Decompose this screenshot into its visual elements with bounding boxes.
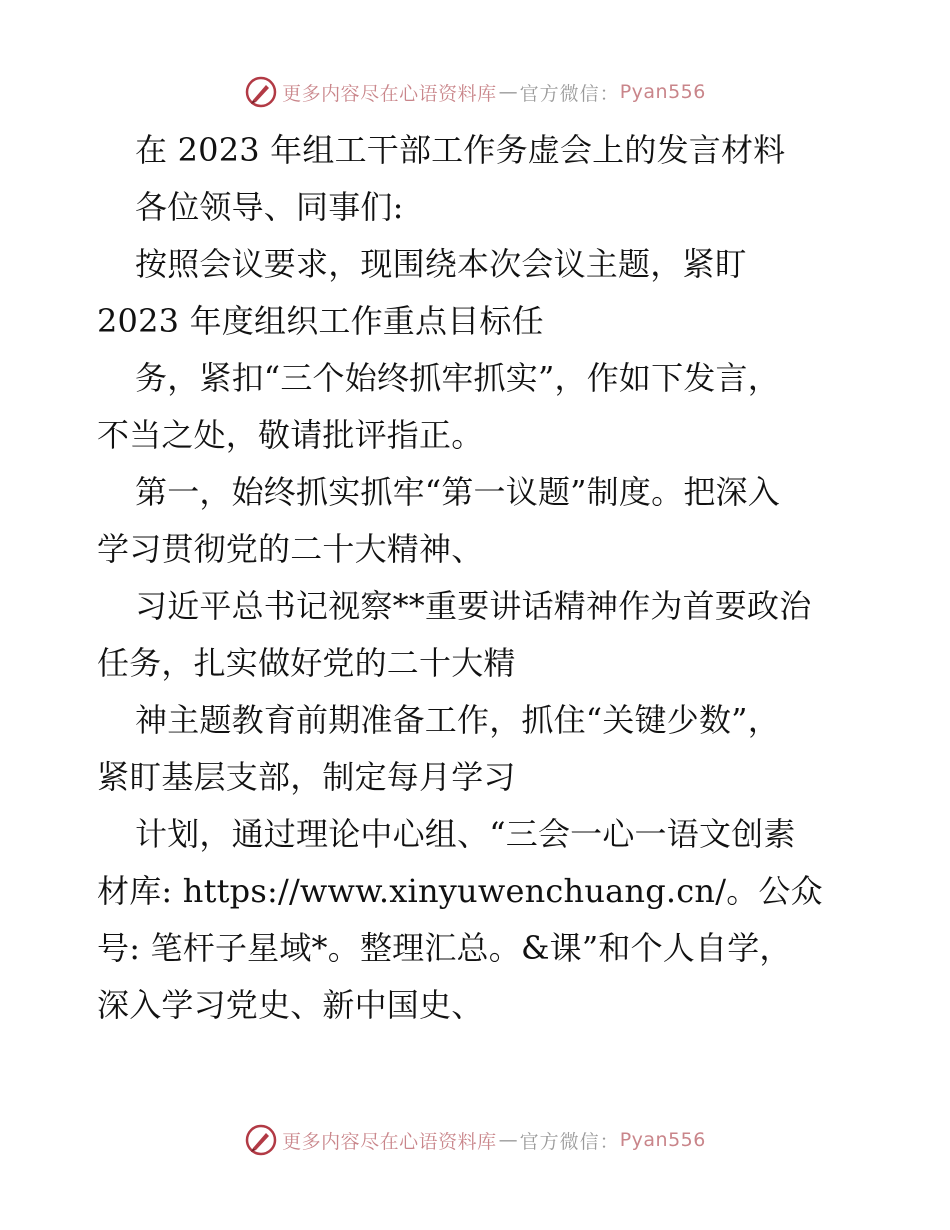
watermark-id-text: Pyan556 [619,1129,706,1151]
paragraph-line: 号: 笔杆子星域*。整理汇总。&课”和个人自学， [97,929,792,967]
pen-logo-icon [244,75,278,109]
paragraph-line: 材库: https://www.xinyuwenchuang.cn/。公众 [97,872,823,910]
pen-logo-icon [244,1123,278,1157]
watermark-sub-text: 官方微信： [519,1130,620,1153]
paragraph-line: 神主题教育前期准备工作，抓住“关键少数”， [135,701,780,739]
paragraph-line: 学习贯彻党的二十大精神、 [97,530,484,568]
header-watermark [0,72,950,112]
paragraph-line: 不当之处，敬请批评指正。 [97,416,484,454]
watermark-sub-text: 官方微信： [519,82,620,105]
watermark-main-text: 更多内容尽在心语资料库 [282,1130,497,1153]
paragraph-line: 第一，始终抓实抓牢“第一议题”制度。把深入 [135,473,780,511]
footer-watermark [0,1120,950,1160]
watermark-id-text: Pyan556 [619,81,706,103]
paragraph-line: 计划，通过理论中心组、“三会一心一语文创素 [135,815,796,853]
watermark-main-text: 更多内容尽在心语资料库 [282,82,497,105]
paragraph-line: 深入学习党史、新中国史、 [97,986,484,1024]
paragraph-line: 2023 年度组织工作重点目标任 [97,302,544,340]
watermark-dash: — [498,1129,518,1151]
paragraph-line: 按照会议要求，现围绕本次会议主题，紧盯 [135,245,747,283]
document-body [97,122,867,1034]
paragraph-line: 任务，扎实做好党的二十大精 [97,644,516,682]
paragraph-line: 习近平总书记视察**重要讲话精神作为首要政治 [135,587,812,625]
watermark-dash: — [498,81,518,103]
paragraph-line: 务，紧扣“三个始终抓牢抓实”，作如下发言， [135,359,780,397]
greeting-line: 各位领导、同事们: [135,188,404,226]
document-title: 在 2023 年组工干部工作务虚会上的发言材料 [135,131,786,169]
paragraph-line: 紧盯基层支部，制定每月学习 [97,758,516,796]
